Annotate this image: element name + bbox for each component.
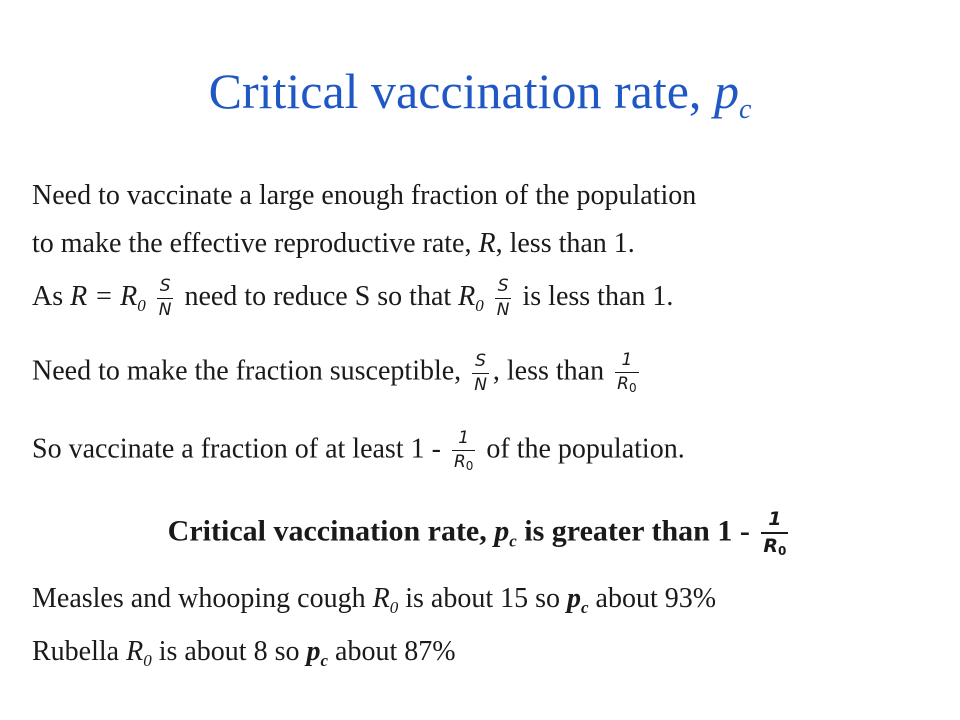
critical-rate-statement: Critical vaccination rate, $p_c$ is greater than 1 - $\frac{1}{R0}$ [167,508,787,558]
slide-title: Critical vaccination rate, $p_c$ [208,63,752,125]
fraction-one-over-r0: $\frac{1}{R0}$ [763,508,787,558]
fraction-s-over-n: $\frac{S}{N}$ [158,276,172,320]
fraction-s-over-n: $\frac{S}{N}$ [474,350,487,395]
text-line-2: to make the effective reproductive rate, R, less than 1. [32,228,635,259]
text-line-rubella: Rubella $R_0$ is about 8 so $p_c$ about 87% [32,636,456,670]
text-line-3: As $R = R_0$ $\frac{S}{N}$ need to reduce S so that $R_0$ $\frac{S}{N}$ is less than 1. [32,276,674,320]
text-line-measles: Measles and whooping cough $R_0$ is about 15 so $p_c$ about 93% [32,583,717,617]
text-line-4: Need to make the fraction susceptible, $\frac{S}{N}$ , less than $\frac{1}{R0}$ [32,350,637,395]
fraction-one-over-r0: $\frac{1}{R0}$ [617,350,637,395]
fraction-one-over-r0: $\frac{1}{R0}$ [453,428,474,473]
text-line-5: So vaccinate a fraction of at least 1 - $\frac{1}{R0}$ of the population. [32,428,685,473]
fraction-s-over-n: $\frac{S}{N}$ [496,276,510,320]
text-line-1: Need to vaccinate a large enough fraction of the population [32,180,697,211]
